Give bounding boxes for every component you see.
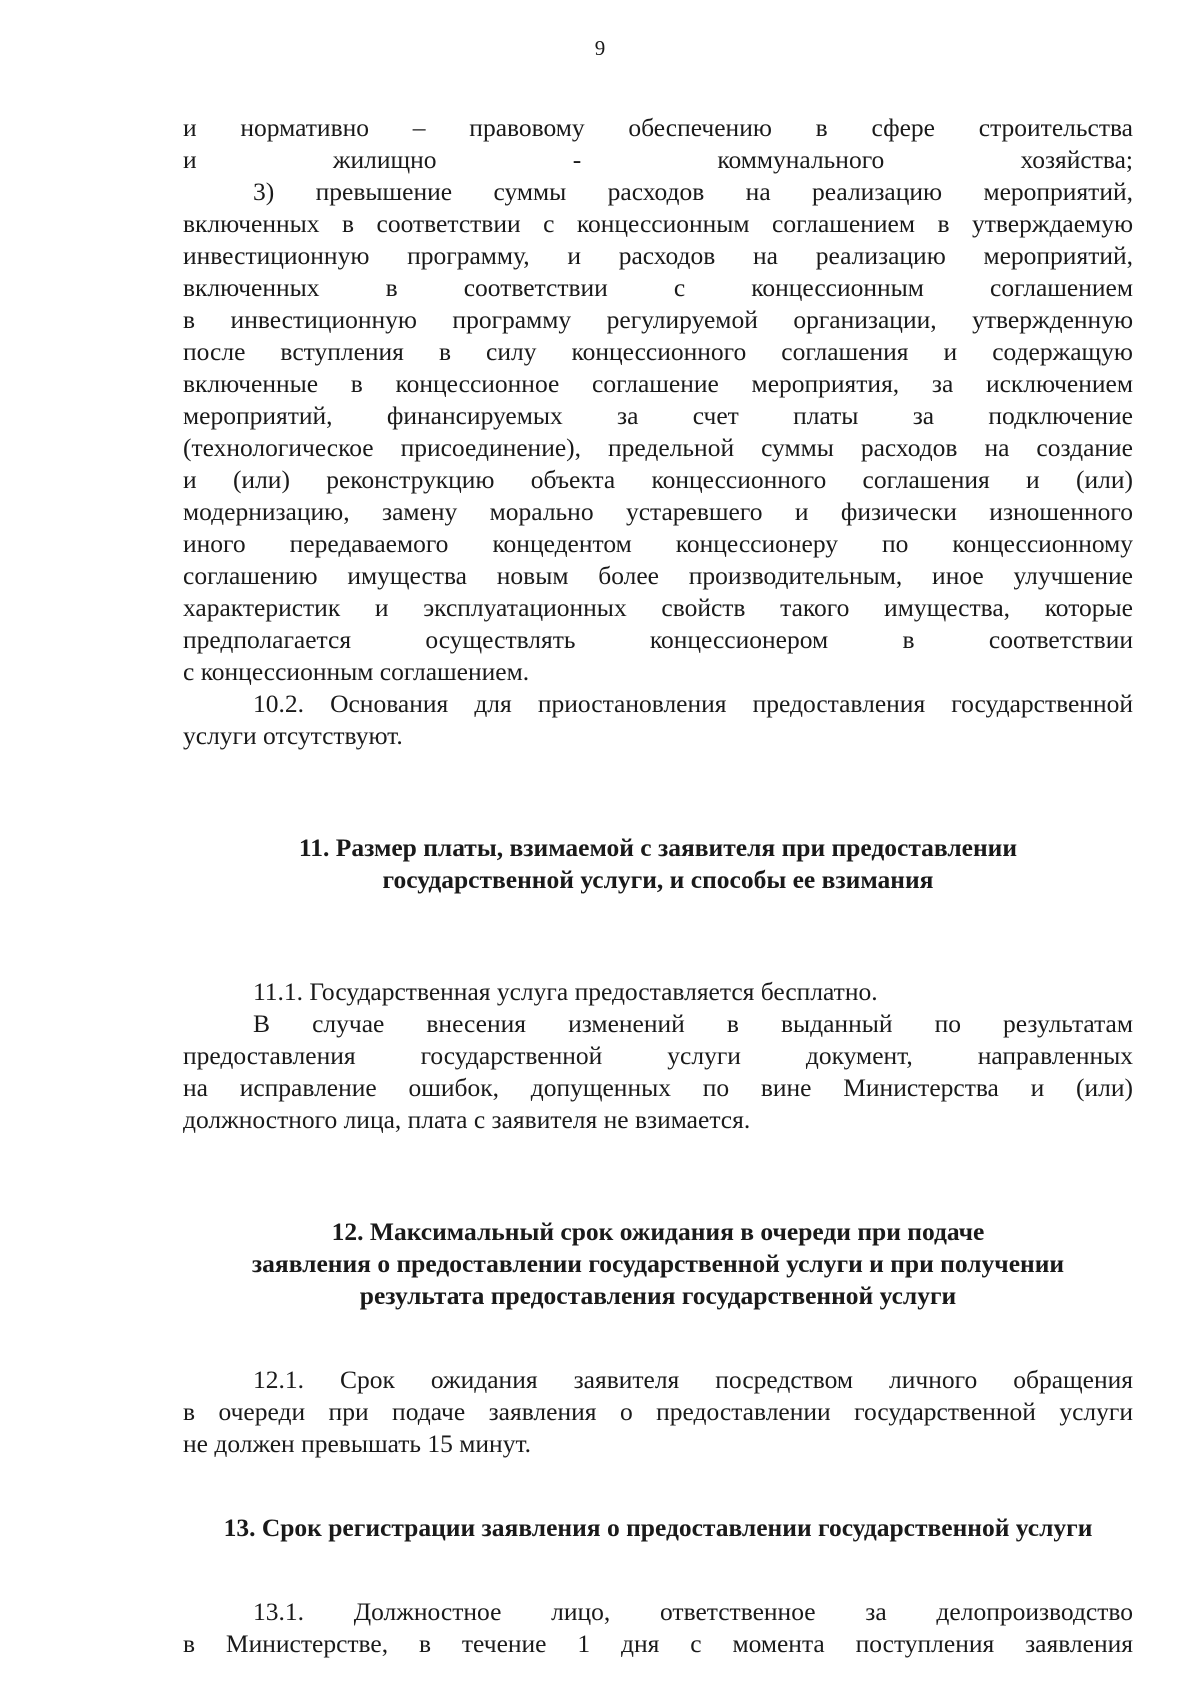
text-line: на исправление ошибок, допущенных по вине Министерства и (или) <box>183 1073 1133 1102</box>
paragraph-13-1 <box>183 1596 1133 1660</box>
text-line: 10.2. Основания для приостановления предоставления государственной <box>253 689 1133 718</box>
text-line: иного передаваемого концедентом концессионеру по концессионному <box>183 529 1133 558</box>
text-line: предоставления государственной услуги документ, направленных <box>183 1041 1133 1070</box>
paragraph-concession-conditions <box>183 112 1133 688</box>
text-line: и (или) реконструкцию объекта концессионного соглашения и (или) <box>183 465 1133 494</box>
heading-line: 12. Максимальный срок ожидания в очереди при подаче <box>331 1217 985 1246</box>
heading-line: результата предоставления государственной услуги <box>359 1281 957 1310</box>
text-line: и нормативно – правовому обеспечению в сфере строительства <box>183 113 1133 142</box>
heading-line: заявления о предоставлении государственной услуги и при получении <box>251 1249 1065 1278</box>
text-line: услуги отсутствуют. <box>183 721 403 750</box>
text-line: должностного лица, плата с заявителя не взимается. <box>183 1105 751 1134</box>
text-line: (технологическое присоединение), предельной суммы расходов на создание <box>183 433 1133 462</box>
text-line: В случае внесения изменений в выданный по результатам <box>253 1009 1133 1038</box>
section-heading-11 <box>183 832 1133 896</box>
paragraph-11-2 <box>183 1008 1133 1136</box>
text-line: в Министерстве, в течение 1 дня с момента поступления заявления <box>183 1629 1133 1658</box>
text-line: соглашению имущества новым более производительным, иное улучшение <box>183 561 1133 590</box>
paragraph-12-1 <box>183 1364 1133 1460</box>
text-line: инвестиционную программу, и расходов на реализацию мероприятий, <box>183 241 1133 270</box>
text-line: включенные в концессионное соглашение мероприятия, за исключением <box>183 369 1133 398</box>
paragraph-10-2 <box>183 688 1133 752</box>
text-line: после вступления в силу концессионного соглашения и содержащую <box>183 337 1133 366</box>
heading-line: 11. Размер платы, взимаемой с заявителя при предоставлении <box>298 833 1018 862</box>
text-line: с концессионным соглашением. <box>183 657 530 686</box>
paragraph-11-1 <box>183 976 1133 1008</box>
text-line: 3) превышение суммы расходов на реализацию мероприятий, <box>253 177 1133 206</box>
heading-line: 13. Срок регистрации заявления о предоставлении государственной услуги <box>223 1513 1093 1542</box>
text-line: включенных в соответствии с концессионным соглашением в утверждаемую <box>183 209 1133 238</box>
section-heading-13 <box>183 1512 1133 1544</box>
text-line: в инвестиционную программу регулируемой организации, утвержденную <box>183 305 1133 334</box>
text-line: включенных в соответствии с концессионным соглашением <box>183 273 1133 302</box>
text-line: не должен превышать 15 минут. <box>183 1429 532 1458</box>
text-line: 13.1. Должностное лицо, ответственное за делопроизводство <box>253 1597 1133 1626</box>
text-line: модернизацию, замену морально устаревшего и физически изношенного <box>183 497 1133 526</box>
text-line: мероприятий, финансируемых за счет платы за подключение <box>183 401 1133 430</box>
text-line: и жилищно - коммунального хозяйства; <box>183 145 1133 174</box>
document-body <box>183 112 1133 1660</box>
text-line: в очереди при подаче заявления о предоставлении государственной услуги <box>183 1397 1133 1426</box>
text-line: 12.1. Срок ожидания заявителя посредством личного обращения <box>253 1365 1133 1394</box>
heading-line: государственной услуги, и способы ее взимания <box>382 865 934 894</box>
page-number: 9 <box>594 36 606 60</box>
section-heading-12 <box>183 1216 1133 1312</box>
text-line: 11.1. Государственная услуга предоставляется бесплатно. <box>253 977 878 1006</box>
text-line: характеристик и эксплуатационных свойств такого имущества, которые <box>183 593 1133 622</box>
text-line: предполагается осуществлять концессионером в соответствии <box>183 625 1133 654</box>
